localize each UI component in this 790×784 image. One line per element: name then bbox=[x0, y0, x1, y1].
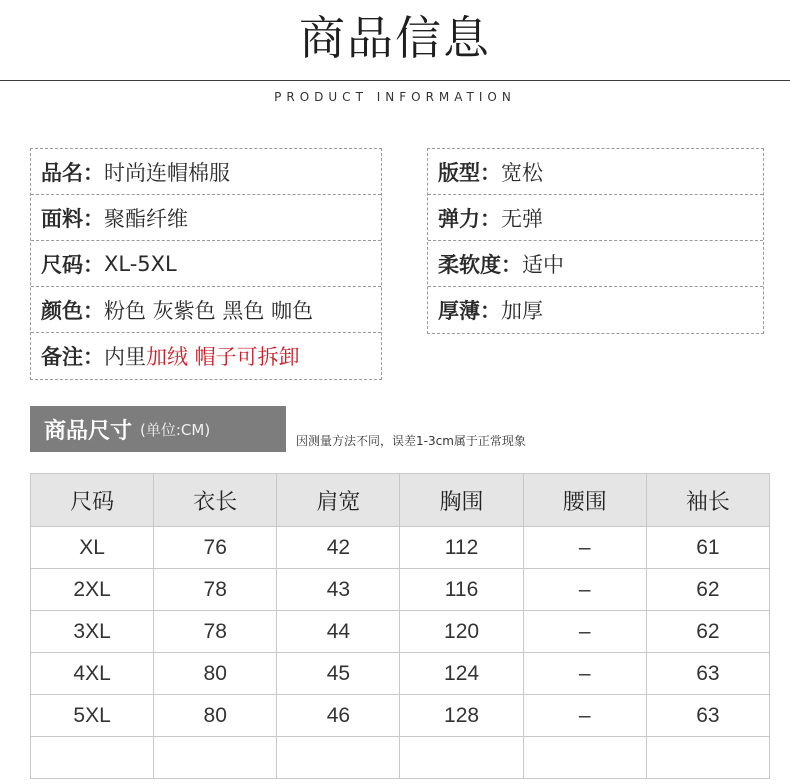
info-box-right bbox=[427, 148, 764, 334]
info-label: 备注： bbox=[41, 345, 104, 369]
info-row-elasticity bbox=[428, 195, 763, 241]
info-value: 加厚 bbox=[501, 299, 543, 323]
info-label: 品名： bbox=[41, 160, 104, 185]
table-cell: – bbox=[523, 611, 646, 653]
info-label: 颜色： bbox=[41, 298, 104, 323]
table-cell: 3XL bbox=[31, 611, 154, 653]
table-cell: XL bbox=[31, 527, 154, 569]
table-cell: 78 bbox=[154, 569, 277, 611]
table-cell: 2XL bbox=[31, 569, 154, 611]
info-value: 聚酯纤维 bbox=[104, 206, 188, 231]
table-cell: 63 bbox=[646, 695, 769, 737]
table-cell: 63 bbox=[646, 653, 769, 695]
info-label: 尺码： bbox=[41, 252, 104, 277]
table-cell: 116 bbox=[400, 569, 523, 611]
info-value: 宽松 bbox=[501, 160, 543, 185]
table-row bbox=[31, 569, 770, 611]
info-value: 适中 bbox=[522, 252, 564, 277]
title-divider bbox=[0, 80, 790, 81]
page-subtitle: PRODUCT INFORMATION bbox=[274, 90, 516, 104]
table-cell bbox=[646, 737, 769, 779]
size-table-header-row bbox=[31, 474, 770, 527]
table-cell: – bbox=[523, 569, 646, 611]
info-row-fit bbox=[428, 149, 763, 195]
col-header-waist: 腰围 bbox=[523, 474, 646, 527]
col-header-size: 尺码 bbox=[31, 474, 154, 527]
table-cell bbox=[523, 737, 646, 779]
table-cell: – bbox=[523, 653, 646, 695]
table-cell: 80 bbox=[154, 695, 277, 737]
col-header-shoulder: 肩宽 bbox=[277, 474, 400, 527]
table-cell: 42 bbox=[277, 527, 400, 569]
table-cell bbox=[31, 737, 154, 779]
table-cell: 4XL bbox=[31, 653, 154, 695]
info-row-softness bbox=[428, 241, 763, 287]
col-header-sleeve: 袖长 bbox=[646, 474, 769, 527]
info-label: 厚薄： bbox=[438, 299, 501, 323]
info-box-left bbox=[30, 148, 382, 380]
table-cell: 5XL bbox=[31, 695, 154, 737]
table-cell: 62 bbox=[646, 611, 769, 653]
table-cell: 112 bbox=[400, 527, 523, 569]
info-value: 内里 bbox=[104, 345, 146, 369]
measurement-note: 因测量方法不同，误差1-3cm属于正常现象 bbox=[296, 434, 526, 448]
table-cell: 45 bbox=[277, 653, 400, 695]
size-section-banner bbox=[30, 406, 286, 452]
info-row-remark bbox=[31, 333, 381, 379]
info-label: 面料： bbox=[41, 206, 104, 231]
table-cell: 43 bbox=[277, 569, 400, 611]
table-cell: 44 bbox=[277, 611, 400, 653]
info-row-color bbox=[31, 287, 381, 333]
info-value: XL-5XL bbox=[104, 251, 177, 276]
table-cell: – bbox=[523, 695, 646, 737]
table-cell: 46 bbox=[277, 695, 400, 737]
size-table bbox=[30, 473, 770, 779]
info-highlight: 加绒 帽子可拆卸 bbox=[146, 345, 300, 369]
table-cell: 78 bbox=[154, 611, 277, 653]
table-cell: 76 bbox=[154, 527, 277, 569]
table-cell bbox=[154, 737, 277, 779]
size-section-title: 商品尺寸 bbox=[44, 418, 133, 444]
table-row bbox=[31, 653, 770, 695]
info-row-thickness bbox=[428, 287, 763, 333]
table-cell: 80 bbox=[154, 653, 277, 695]
table-cell bbox=[277, 737, 400, 779]
table-cell: 124 bbox=[400, 653, 523, 695]
table-row bbox=[31, 527, 770, 569]
table-row bbox=[31, 695, 770, 737]
info-label: 版型： bbox=[438, 160, 501, 185]
table-cell: 120 bbox=[400, 611, 523, 653]
table-cell: – bbox=[523, 527, 646, 569]
info-value: 粉色 灰紫色 黑色 咖色 bbox=[104, 298, 314, 323]
info-value: 时尚连帽棉服 bbox=[104, 160, 230, 185]
info-row-name bbox=[31, 149, 381, 195]
info-value: 无弹 bbox=[501, 206, 543, 231]
table-row bbox=[31, 737, 770, 779]
table-cell: 62 bbox=[646, 569, 769, 611]
info-label: 弹力： bbox=[438, 206, 501, 231]
size-section-unit: (单位:CM) bbox=[140, 420, 211, 439]
info-label: 柔软度： bbox=[438, 252, 522, 277]
table-cell bbox=[400, 737, 523, 779]
col-header-length: 衣长 bbox=[154, 474, 277, 527]
table-cell: 61 bbox=[646, 527, 769, 569]
table-row bbox=[31, 611, 770, 653]
info-row-size bbox=[31, 241, 381, 287]
table-cell: 128 bbox=[400, 695, 523, 737]
page-title: 商品信息 bbox=[299, 11, 491, 65]
col-header-bust: 胸围 bbox=[400, 474, 523, 527]
info-row-fabric bbox=[31, 195, 381, 241]
